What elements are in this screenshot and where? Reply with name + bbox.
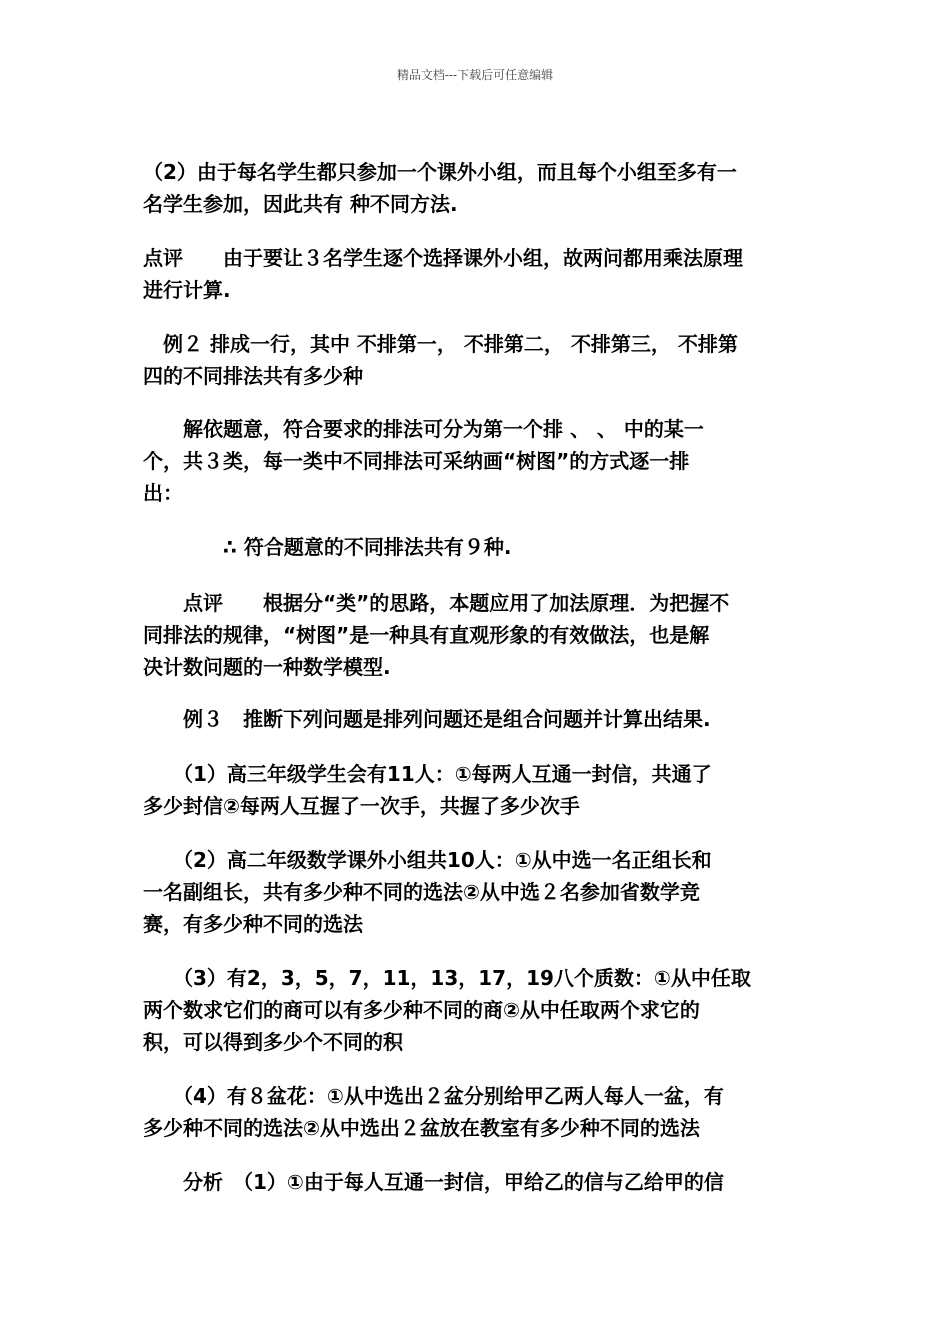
paragraph-example-2 — [143, 328, 813, 392]
text-line: 积，可以得到多少个不同的积 — [143, 1030, 403, 1054]
text-line: 进行计算. — [143, 278, 231, 302]
text-line: （4）有８盆花：①从中选出２盆分别给甲乙两人每人一盆，有 — [143, 1084, 724, 1108]
page-header: 精品文档---下载后可任意编辑 — [396, 68, 554, 82]
text-line: 一名副组长，共有多少种不同的选法②从中选２名参加省数学竞 — [143, 880, 700, 904]
paragraph-comment — [143, 587, 813, 683]
text-line: 例３ 推断下列问题是排列问题还是组合问题并计算出结果. — [143, 707, 711, 731]
text-line: 决计数问题的一种数学模型. — [143, 655, 391, 679]
text-line: 个，共３类，每一类中不同排法可采纳画“树图”的方式逐一排 — [143, 449, 690, 473]
text-line: ∴ 符合题意的不同排法共有９种. — [143, 535, 512, 559]
text-line: （1）高三年级学生会有11人：①每两人互通一封信，共通了 — [143, 762, 712, 786]
paragraph-example-3 — [143, 703, 813, 735]
text-line: 同排法的规律，“树图”是一种具有直观形象的有效做法，也是解 — [143, 623, 710, 647]
text-line: 多少封信②每两人互握了一次手，共握了多少次手 — [143, 794, 580, 818]
paragraph-analysis — [143, 1166, 813, 1198]
text-line: （3）有2，3，5，7，11，13，17，19八个质数：①从中任取 — [143, 966, 751, 990]
text-line: （2）高二年级数学课外小组共10人：①从中选一名正组长和 — [143, 848, 712, 872]
text-line: 名学生参加，因此共有 种不同方法. — [143, 192, 458, 216]
paragraph-question-1 — [143, 758, 813, 822]
text-line: 两个数求它们的商可以有多少种不同的商②从中任取两个求它的 — [143, 998, 700, 1022]
text-line: 解依题意，符合要求的排法可分为第一个排 、 、 中的某一 — [143, 417, 704, 441]
text-line: 例２ 排成一行，其中 不排第一， 不排第二， 不排第三， 不排第 — [143, 332, 738, 356]
text-line: 四的不同排法共有多少种 — [143, 364, 363, 388]
text-line: 分析 （1）①由于每人互通一封信，甲给乙的信与乙给甲的信 — [143, 1170, 724, 1194]
paragraph-question-3 — [143, 962, 813, 1058]
text-line: 赛，有多少种不同的选法 — [143, 912, 363, 936]
paragraph-1 — [143, 156, 813, 220]
paragraph-question-4 — [143, 1080, 813, 1144]
text-line: 点评 由于要让３名学生逐个选择课外小组，故两问都用乘法原理 — [143, 246, 743, 270]
paragraph-solution — [143, 413, 813, 509]
text-line: 点评 根据分“类”的思路，本题应用了加法原理．为把握不 — [143, 591, 730, 615]
paragraph-conclusion — [143, 531, 813, 563]
paragraph-2 — [143, 242, 813, 306]
paragraph-question-2 — [143, 844, 813, 940]
text-line: 出： — [143, 481, 183, 505]
text-line: 多少种不同的选法②从中选出２盆放在教室有多少种不同的选法 — [143, 1116, 700, 1140]
text-line: （2）由于每名学生都只参加一个课外小组，而且每个小组至多有一 — [143, 160, 737, 184]
